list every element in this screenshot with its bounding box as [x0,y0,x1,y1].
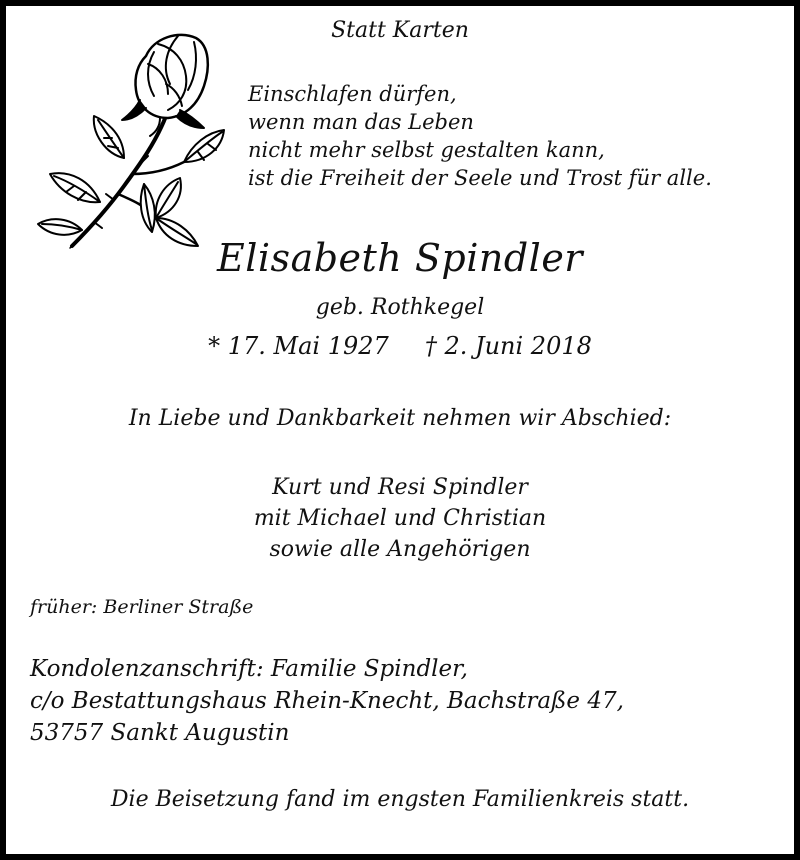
poem-line: nicht mehr selbst gestalten kann, [248,138,605,162]
burial-note: Die Beisetzung fand im engsten Familienkreis statt. [110,787,690,812]
deceased-name: Elisabeth Spindler [217,236,583,280]
poem-line: wenn man das Leben [248,110,474,134]
death-date: † 2. Juni 2018 [424,332,592,360]
address-line: c/o Bestattungshaus Rhein-Knecht, Bachstraße 47, [30,688,624,714]
address-line: Kondolenzanschrift: Familie Spindler, [30,656,468,682]
poem-line: ist die Freiheit der Seele und Trost für alle. [248,166,712,190]
poem [248,80,712,192]
former-address: früher: Berliner Straße [30,596,254,618]
condolence-address [30,653,624,749]
header-statt-karten: Statt Karten [331,18,469,43]
birth-date: * 17. Mai 1927 [208,332,389,360]
rose-icon [28,24,228,254]
family-line: Kurt und Resi Spindler [272,475,528,500]
farewell-line: In Liebe und Dankbarkeit nehmen wir Abschied: [128,406,672,431]
life-dates [0,332,800,360]
maiden-name: geb. Rothkegel [315,295,485,320]
family-line: sowie alle Angehörigen [269,537,531,562]
address-line: 53757 Sankt Augustin [30,720,290,746]
family-line: mit Michael und Christian [253,506,547,531]
poem-line: Einschlafen dürfen, [248,82,457,106]
family-signatures [0,472,800,565]
